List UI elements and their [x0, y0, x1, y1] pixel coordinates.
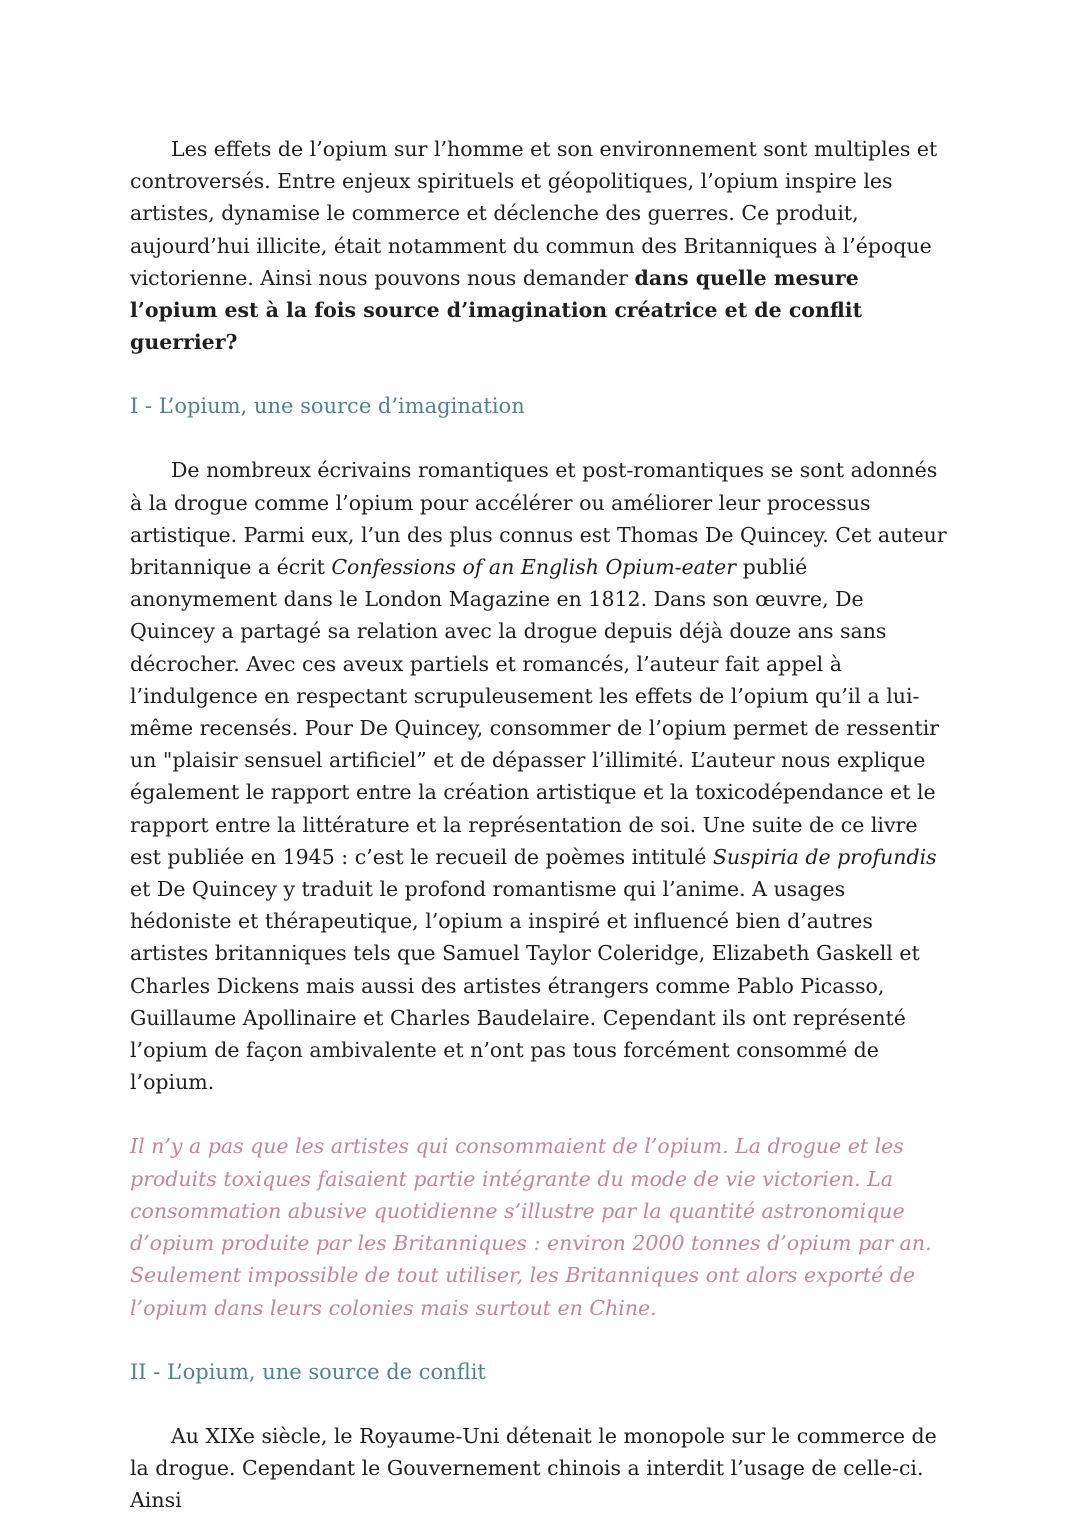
section-1-text-a: De nombreux écrivains romantiques et post-romantiques se sont adonnés à la drogue comme l’opium pour accélérer ou améliorer leur processus artistique. Parmi eux, l’un des plus connus est Thomas De Quincey. Cet auteur britannique a écrit: [130, 458, 947, 580]
section-1-heading: I - L’opium, une source d’imagination: [130, 394, 525, 419]
section-1-text-c: et De Quincey y traduit le profond romantisme qui l’anime. A usages hédoniste et thérapeutique, l’opium a inspiré et influencé bien d’autres artistes britanniques tels que Samuel Taylor Coleridge, Elizabeth Gaskell et Charles Dickens mais aussi des artistes étrangers comme Pablo Picasso, Guillaume Apollinaire et Charles Baudelaire. Cependant ils ont représenté l’opium de façon ambivalente et n’ont pas tous forcément consommé de l’opium.: [130, 877, 920, 1095]
intro-text: Les effets de l’opium sur l’homme et son environnement sont multiples et controversés. Entre enjeux spirituels et géopolitiques, l’opium inspire les artistes, dynamise le commerce et déclenche des guerres. Ce produit, aujourd’hui illicite, était notamment du commun des Britanniques à l’époque victorienne. Ainsi nous pouvons nous demander: [130, 137, 938, 290]
spacer: [130, 1098, 950, 1130]
spacer: [130, 422, 950, 454]
spacer: [130, 358, 950, 390]
section-2-paragraph: Au XIXe siècle, le Royaume-Uni détenait le monopole sur le commerce de la drogue. Cependant le Gouvernement chinois a interdit l’usage de celle-ci. Ainsi: [130, 1423, 937, 1513]
research-question: dans quelle mesure l’opium est à la fois source d’imagination créatrice et de conflit guerrier?: [130, 265, 863, 355]
intro-paragraph: [130, 133, 950, 358]
spacer: [130, 1324, 950, 1356]
section-1-paragraph: [130, 454, 950, 1098]
section-1-text-b: publié anonymement dans le London Magazine en 1812. Dans son œuvre, De Quincey a partagé sa relation avec la drogue depuis déjà douze ans sans décrocher. Avec ces aveux partiels et romancés, l’auteur fait appel à l’indulgence en respectant scrupuleusement les effets de l’opium qu’il a lui-même recensés. Pour De Quincey, consommer de l’opium permet de ressentir un "plaisir sensuel artificiel” et de dépasser l’illimité. L’auteur nous explique également le rapport entre la création artistique et la toxicodépendance et le rapport entre la littérature et la représentation de soi. Une suite de ce livre est publiée en 1945 : c’est le recueil de poèmes intitulé: [130, 555, 940, 869]
aside-paragraph: Il n’y a pas que les artistes qui consommaient de l’opium. La drogue et les produits toxiques faisaient partie intégrante du mode de vie victorien. La consommation abusive quotidienne s’illustre par la quantité astronomique d’opium produite par les Britanniques : environ 2000 tonnes d’opium par an. Seulement impossible de tout utiliser, les Britanniques ont alors exporté de l’opium dans leurs colonies mais surtout en Chine.: [130, 1134, 932, 1320]
book-title-confessions: Confessions of an English Opium-eater: [331, 555, 737, 580]
section-2-heading: II - L’opium, une source de conflit: [130, 1359, 486, 1384]
book-title-suspiria: Suspiria de profundis: [712, 844, 937, 869]
spacer: [130, 1388, 950, 1420]
